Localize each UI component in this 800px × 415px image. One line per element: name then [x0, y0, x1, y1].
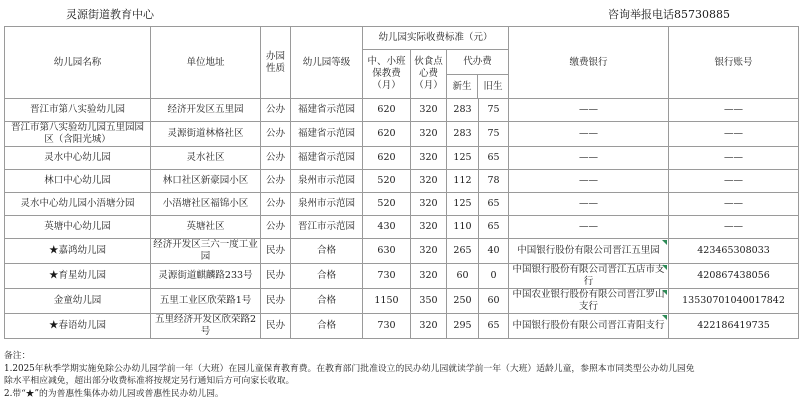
cell-bank: ——	[509, 170, 669, 193]
cell-address: 经济开发区五里园	[151, 99, 261, 122]
cell-corner-marker	[662, 265, 667, 270]
cell-account: ——	[669, 147, 799, 170]
cell-level: 晋江市示范园	[291, 216, 363, 239]
cell-account: ——	[669, 193, 799, 216]
cell-care-fee: 520	[363, 193, 411, 216]
col-address-header: 单位地址	[151, 27, 261, 99]
cell-new-student-fee: 60	[447, 264, 479, 289]
cell-new-student-fee: 125	[447, 147, 479, 170]
cell-care-fee: 620	[363, 122, 411, 147]
cell-account: ——	[669, 170, 799, 193]
cell-corner-marker	[662, 315, 667, 320]
cell-address: 灵源街道林格社区	[151, 122, 261, 147]
cell-meal-fee: 320	[411, 216, 447, 239]
cell-meal-fee: 320	[411, 170, 447, 193]
cell-address: 小浯塘社区福锦小区	[151, 193, 261, 216]
cell-corner-marker	[662, 240, 667, 245]
cell-level: 合格	[291, 289, 363, 314]
cell-meal-fee: 320	[411, 147, 447, 170]
cell-nature: 民办	[261, 314, 291, 339]
cell-meal-fee: 350	[411, 289, 447, 314]
cell-nature: 公办	[261, 193, 291, 216]
cell-bank: 中国农业银行股份有限公司晋江罗山支行	[509, 289, 669, 314]
cell-new-student-fee: 112	[447, 170, 479, 193]
cell-nature: 民办	[261, 264, 291, 289]
table-row	[5, 289, 799, 314]
cell-bank: ——	[509, 216, 669, 239]
cell-bank: ——	[509, 122, 669, 147]
cell-address: 五里工业区欣荣路1号	[151, 289, 261, 314]
cell-kindergarten-name: 林口中心幼儿园	[5, 170, 151, 193]
col-agency-fee-header	[447, 50, 509, 99]
cell-care-fee: 730	[363, 314, 411, 339]
cell-meal-fee: 320	[411, 264, 447, 289]
office-name: 灵源街道教育中心	[66, 8, 154, 21]
fee-table	[4, 26, 799, 339]
col-care-fee-header: 中、小班保教费（月）	[363, 50, 411, 99]
cell-new-student-fee: 283	[447, 122, 479, 147]
cell-account: ——	[669, 99, 799, 122]
notes-line-2: 除水平相应减免，超出部分收费标准将按规定另行通知后方可向家长收取。	[4, 376, 295, 386]
cell-kindergarten-name: 金童幼儿园	[5, 289, 151, 314]
cell-level: 福建省示范园	[291, 122, 363, 147]
cell-bank: ——	[509, 193, 669, 216]
table-row	[5, 239, 799, 264]
col-new-header: 新生	[447, 75, 478, 98]
cell-old-student-fee: 65	[479, 147, 509, 170]
cell-care-fee: 520	[363, 170, 411, 193]
cell-address: 灵水社区	[151, 147, 261, 170]
cell-level: 福建省示范园	[291, 99, 363, 122]
cell-old-student-fee: 65	[479, 193, 509, 216]
cell-old-student-fee: 65	[479, 314, 509, 339]
cell-new-student-fee: 295	[447, 314, 479, 339]
cell-bank: 中国银行股份有限公司晋江五店市支行	[509, 264, 669, 289]
cell-account: 422186419735	[669, 314, 799, 339]
col-nature-header: 办园性质	[261, 27, 291, 99]
agency-fee-label: 代办费	[447, 50, 508, 75]
cell-kindergarten-name: 晋江市第八实验幼儿园五里园园区（含阳光城）	[5, 122, 151, 147]
table-row	[5, 99, 799, 122]
cell-level: 泉州市示范园	[291, 193, 363, 216]
table-row	[5, 264, 799, 289]
cell-nature: 公办	[261, 99, 291, 122]
cell-nature: 民办	[261, 289, 291, 314]
col-meal-fee-header: 伙食点心费（月）	[411, 50, 447, 99]
cell-new-student-fee: 110	[447, 216, 479, 239]
cell-new-student-fee: 250	[447, 289, 479, 314]
cell-old-student-fee: 0	[479, 264, 509, 289]
cell-address: 经济开发区三六一度工业园	[151, 239, 261, 264]
cell-meal-fee: 320	[411, 239, 447, 264]
cell-care-fee: 630	[363, 239, 411, 264]
cell-old-student-fee: 75	[479, 99, 509, 122]
cell-bank: 中国银行股份有限公司晋江青阳支行	[509, 314, 669, 339]
page-header	[0, 0, 800, 26]
cell-nature: 公办	[261, 122, 291, 147]
table-row	[5, 170, 799, 193]
cell-nature: 公办	[261, 170, 291, 193]
cell-new-student-fee: 265	[447, 239, 479, 264]
cell-nature: 公办	[261, 147, 291, 170]
cell-account: 13530701040017842	[669, 289, 799, 314]
col-old-header: 旧生	[483, 81, 503, 92]
cell-bank: 中国银行股份有限公司晋江五里园	[509, 239, 669, 264]
cell-kindergarten-name: 灵水中心幼儿园	[5, 147, 151, 170]
cell-meal-fee: 320	[411, 193, 447, 216]
cell-kindergarten-name: 英塘中心幼儿园	[5, 216, 151, 239]
notes-line-1: 1.2025年秋季学期实施免除公办幼儿园学前一年（大班）在园儿童保育教育费。在教育部门批准设立的民办幼儿园就读学前一年（大班）适龄儿童，参照本市同类型公办幼儿园免	[4, 363, 695, 374]
cell-care-fee: 620	[363, 99, 411, 122]
cell-kindergarten-name: ★育星幼儿园	[5, 264, 151, 289]
col-bank-header: 缴费银行	[509, 27, 669, 99]
cell-care-fee: 430	[363, 216, 411, 239]
cell-old-student-fee: 78	[479, 170, 509, 193]
col-account-header: 银行账号	[669, 27, 799, 99]
cell-meal-fee: 320	[411, 314, 447, 339]
cell-meal-fee: 320	[411, 122, 447, 147]
cell-nature: 公办	[261, 216, 291, 239]
cell-level: 泉州市示范园	[291, 170, 363, 193]
cell-bank: ——	[509, 99, 669, 122]
cell-account: 420867438056	[669, 264, 799, 289]
cell-account: ——	[669, 216, 799, 239]
cell-kindergarten-name: 灵水中心幼儿园小浯塘分园	[5, 193, 151, 216]
cell-care-fee: 1150	[363, 289, 411, 314]
cell-address: 灵源街道麒麟路233号	[151, 264, 261, 289]
cell-old-student-fee: 65	[479, 216, 509, 239]
cell-kindergarten-name: 晋江市第八实验幼儿园	[5, 99, 151, 122]
notes	[4, 350, 794, 400]
cell-level: 福建省示范园	[291, 147, 363, 170]
cell-old-student-fee: 75	[479, 122, 509, 147]
cell-care-fee: 730	[363, 264, 411, 289]
cell-account: ——	[669, 122, 799, 147]
table-row	[5, 216, 799, 239]
cell-corner-marker	[662, 290, 667, 295]
notes-title: 备注：	[4, 351, 31, 361]
table-row	[5, 122, 799, 147]
col-fee-group-header: 幼儿园实际收费标准（元）	[363, 27, 509, 50]
cell-kindergarten-name: ★春语幼儿园	[5, 314, 151, 339]
cell-account: 423465308033	[669, 239, 799, 264]
cell-address: 英塘社区	[151, 216, 261, 239]
cell-address: 五里经济开发区欣荣路2号	[151, 314, 261, 339]
table-row	[5, 193, 799, 216]
notes-line-3: 2.带“★”的为普惠性集体办幼儿园或普惠性民办幼儿园。	[4, 388, 224, 399]
hotline: 咨询举报电话85730885	[608, 8, 730, 21]
table-row	[5, 147, 799, 170]
table-row	[5, 314, 799, 339]
cell-new-student-fee: 125	[447, 193, 479, 216]
col-level-header: 幼儿园等级	[291, 27, 363, 99]
cell-nature: 民办	[261, 239, 291, 264]
cell-level: 合格	[291, 264, 363, 289]
cell-new-student-fee: 283	[447, 99, 479, 122]
cell-old-student-fee: 60	[479, 289, 509, 314]
col-name-header: 幼儿园名称	[5, 27, 151, 99]
cell-old-student-fee: 40	[479, 239, 509, 264]
cell-level: 合格	[291, 314, 363, 339]
cell-kindergarten-name: ★嘉鸿幼儿园	[5, 239, 151, 264]
cell-address: 林口社区新豪园小区	[151, 170, 261, 193]
cell-level: 合格	[291, 239, 363, 264]
cell-meal-fee: 320	[411, 99, 447, 122]
cell-bank: ——	[509, 147, 669, 170]
cell-care-fee: 620	[363, 147, 411, 170]
